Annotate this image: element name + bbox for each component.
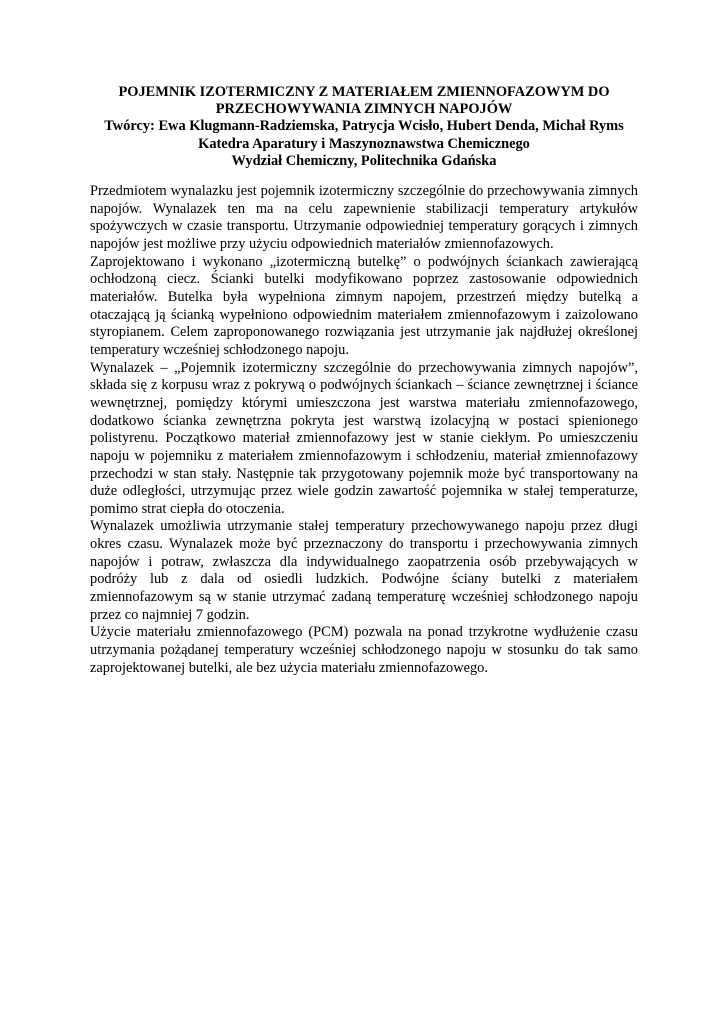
faculty-line: Wydział Chemiczny, Politechnika Gdańska — [231, 152, 497, 169]
paragraph-4: Wynalazek umożliwia utrzymanie stałej temperatury przechowywanego napoju przez długi okres czasu. Wynalazek może być przeznaczony do transportu i przechowywania zimnych napojów i potraw, zwłaszcza dla indywidualnego zaopatrzenia osób przebywających w podróży lub z dala od osiedli ludzkich. Podwójne ściany butelki z materiałem zmiennofazowym są w stanie utrzymać zadaną temperaturę wcześniej schłodzonego napoju przez co najmniej 7 godzin. — [90, 518, 638, 623]
document-header — [90, 84, 638, 170]
title-line-1: POJEMNIK IZOTERMICZNY Z MATERIAŁEM ZMIENNOFAZOWYM DO — [118, 84, 610, 100]
department-line: Katedra Aparatury i Maszynoznawstwa Chemicznego — [198, 135, 530, 152]
paragraph-5: Użycie materiału zmiennofazowego (PCM) pozwala na ponad trzykrotne wydłużenie czasu utrzymania pożądanej temperatury wcześniej schłodzonego napoju w stosunku do tak samo zaprojektowanej butelki, ale bez użycia materiału zmiennofazowego. — [90, 624, 638, 676]
title-line-2: PRZECHOWYWANIA ZIMNYCH NAPOJÓW — [215, 101, 513, 118]
paragraph-3: Wynalazek – „Pojemnik izotermiczny szczególnie do przechowywania zimnych napojów”, składa się z korpusu wraz z pokrywą o podwójnych ściankach – ściance zewnętrznej i ściance wewnętrznej, pomiędzy którymi umieszczona jest warstwa materiału zmiennofazowego, dodatkowo ścianka zewnętrzna pokryta jest warstwą izolacyjną w postaci spienionego polistyrenu. Początkowo materiał zmiennofazowy jest w stanie ciekłym. Po umieszczeniu napoju w pojemniku z materiałem zmiennofazowym i schłodzeniu, materiał zmiennofazowy przechodzi w stan stały. Następnie tak przygotowany pojemnik może być transportowany na duże odległości, utrzymując przez wiele godzin zawartość pojemnika w stałej temperaturze, pomimo strat ciepła do otoczenia. — [90, 359, 638, 517]
paragraph-2: Zaprojektowano i wykonano „izotermiczną butelkę” o podwójnych ściankach zawierającą ochłodzoną ciecz. Ścianki butelki modyfikowano poprzez zastosowanie odpowiednich materiałów. Butelka była wypełniona zimnym napojem, przestrzeń między butelką a otaczającą ją ścianką wypełniono odpowiednim materiałem zmiennofazowym i zaizolowano styropianem. Celem zaproponowanego rozwiązania jest utrzymanie jak najdłużej określonej temperatury wcześniej schłodzonego napoju. — [90, 253, 638, 358]
authors-line: Twórcy: Ewa Klugmann-Radziemska, Patrycja Wcisło, Hubert Denda, Michał Ryms — [104, 118, 624, 135]
paragraph-1: Przedmiotem wynalazku jest pojemnik izotermiczny szczególnie do przechowywania zimnych napojów. Wynalazek ten ma na celu zapewnienie stabilizacji temperatury artykułów spożywczych w czasie transportu. Utrzymanie odpowiedniej temperatury gorących i zimnych napojów jest możliwe przy użyciu odpowiednich materiałów zmiennofazowych. — [90, 183, 638, 252]
document-body — [90, 183, 638, 677]
